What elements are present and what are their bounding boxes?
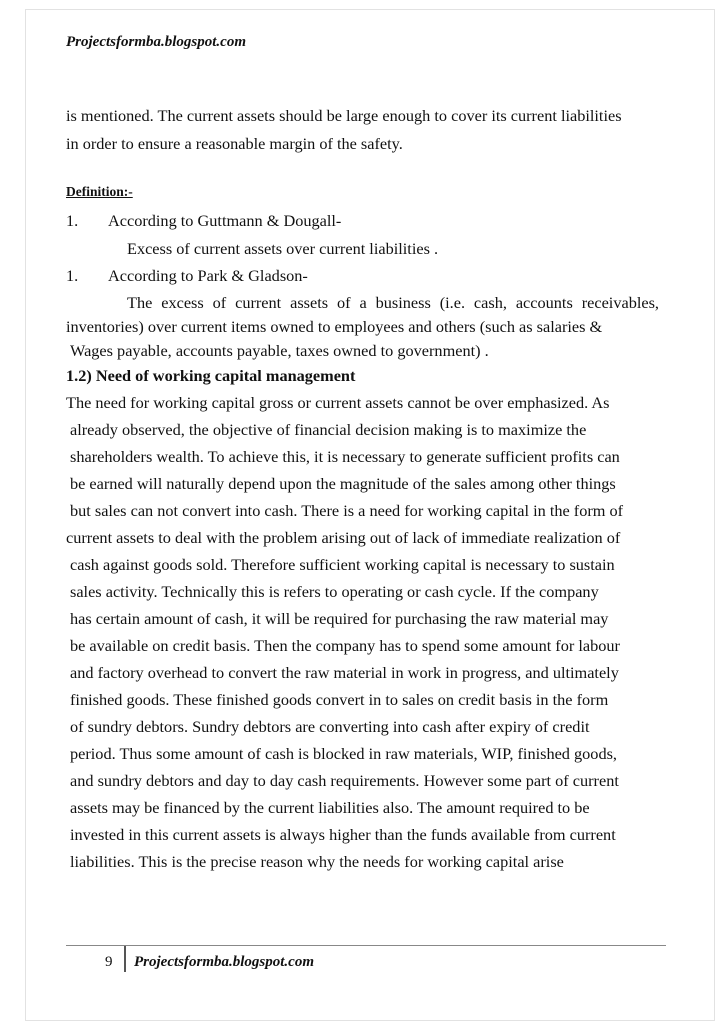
body-line: be available on credit basis. Then the company has to spend some amount for labour <box>70 636 620 655</box>
body-line: of sundry debtors. Sundry debtors are converting into cash after expiry of credit <box>70 717 590 736</box>
definition-label: Definition:- <box>66 184 133 199</box>
body-line: and factory overhead to convert the raw material in work in progress, and ultimately <box>70 663 619 682</box>
definition-item-text: Wages payable, accounts payable, taxes owned to government) . <box>70 341 489 360</box>
definition-item-title: According to Guttmann & Dougall- <box>108 211 342 230</box>
body-line: but sales can not convert into cash. There is a need for working capital in the form of <box>70 501 624 520</box>
body-line: sales activity. Technically this is refers to operating or cash cycle. If the company <box>70 582 599 601</box>
body-line: already observed, the objective of financial decision making is to maximize the <box>70 420 587 439</box>
body-line: invested in this current assets is always higher than the funds available from current <box>70 825 616 844</box>
definition-item-title: According to Park & Gladson- <box>108 266 308 285</box>
footer-separator <box>124 946 126 972</box>
body-line: liabilities. This is the precise reason why the needs for working capital arise <box>70 852 564 871</box>
body-line: The need for working capital gross or current assets cannot be over emphasized. As <box>66 393 610 412</box>
footer-site: Projectsformba.blogspot.com <box>134 954 314 970</box>
page-number: 9 <box>105 954 113 970</box>
definition-item-number: 1. <box>66 211 79 230</box>
intro-line-1: is mentioned. The current assets should be large enough to cover its current liabilities <box>66 106 622 125</box>
definition-item-number: 1. <box>66 266 79 285</box>
definition-item-text: Excess of current assets over current liabilities . <box>127 239 439 258</box>
body-line: has certain amount of cash, it will be required for purchasing the raw material may <box>70 609 609 628</box>
body-line: assets may be financed by the current liabilities also. The amount required to be <box>70 798 590 817</box>
body-line: be earned will naturally depend upon the magnitude of the sales among other things <box>70 474 616 493</box>
body-line: finished goods. These finished goods convert in to sales on credit basis in the form <box>70 690 609 709</box>
page-header: Projectsformba.blogspot.com <box>66 34 246 50</box>
body-line: period. Thus some amount of cash is blocked in raw materials, WIP, finished goods, <box>70 744 617 763</box>
section-heading: 1.2) Need of working capital management <box>66 366 356 385</box>
definition-item-text: inventories) over current items owned to employees and others (such as salaries & <box>66 317 603 336</box>
body-line: and sundry debtors and day to day cash requirements. However some part of current <box>70 771 619 790</box>
definition-item-text: The excess of current assets of a business (i.e. cash, accounts receivables, <box>127 293 659 312</box>
body-line: current assets to deal with the problem arising out of lack of immediate realization of <box>66 528 621 547</box>
body-line: cash against goods sold. Therefore sufficient working capital is necessary to sustain <box>70 555 615 574</box>
body-line: shareholders wealth. To achieve this, it is necessary to generate sufficient profits can <box>70 447 620 466</box>
footer-rule <box>66 945 666 946</box>
intro-line-2: in order to ensure a reasonable margin of the safety. <box>66 134 403 153</box>
